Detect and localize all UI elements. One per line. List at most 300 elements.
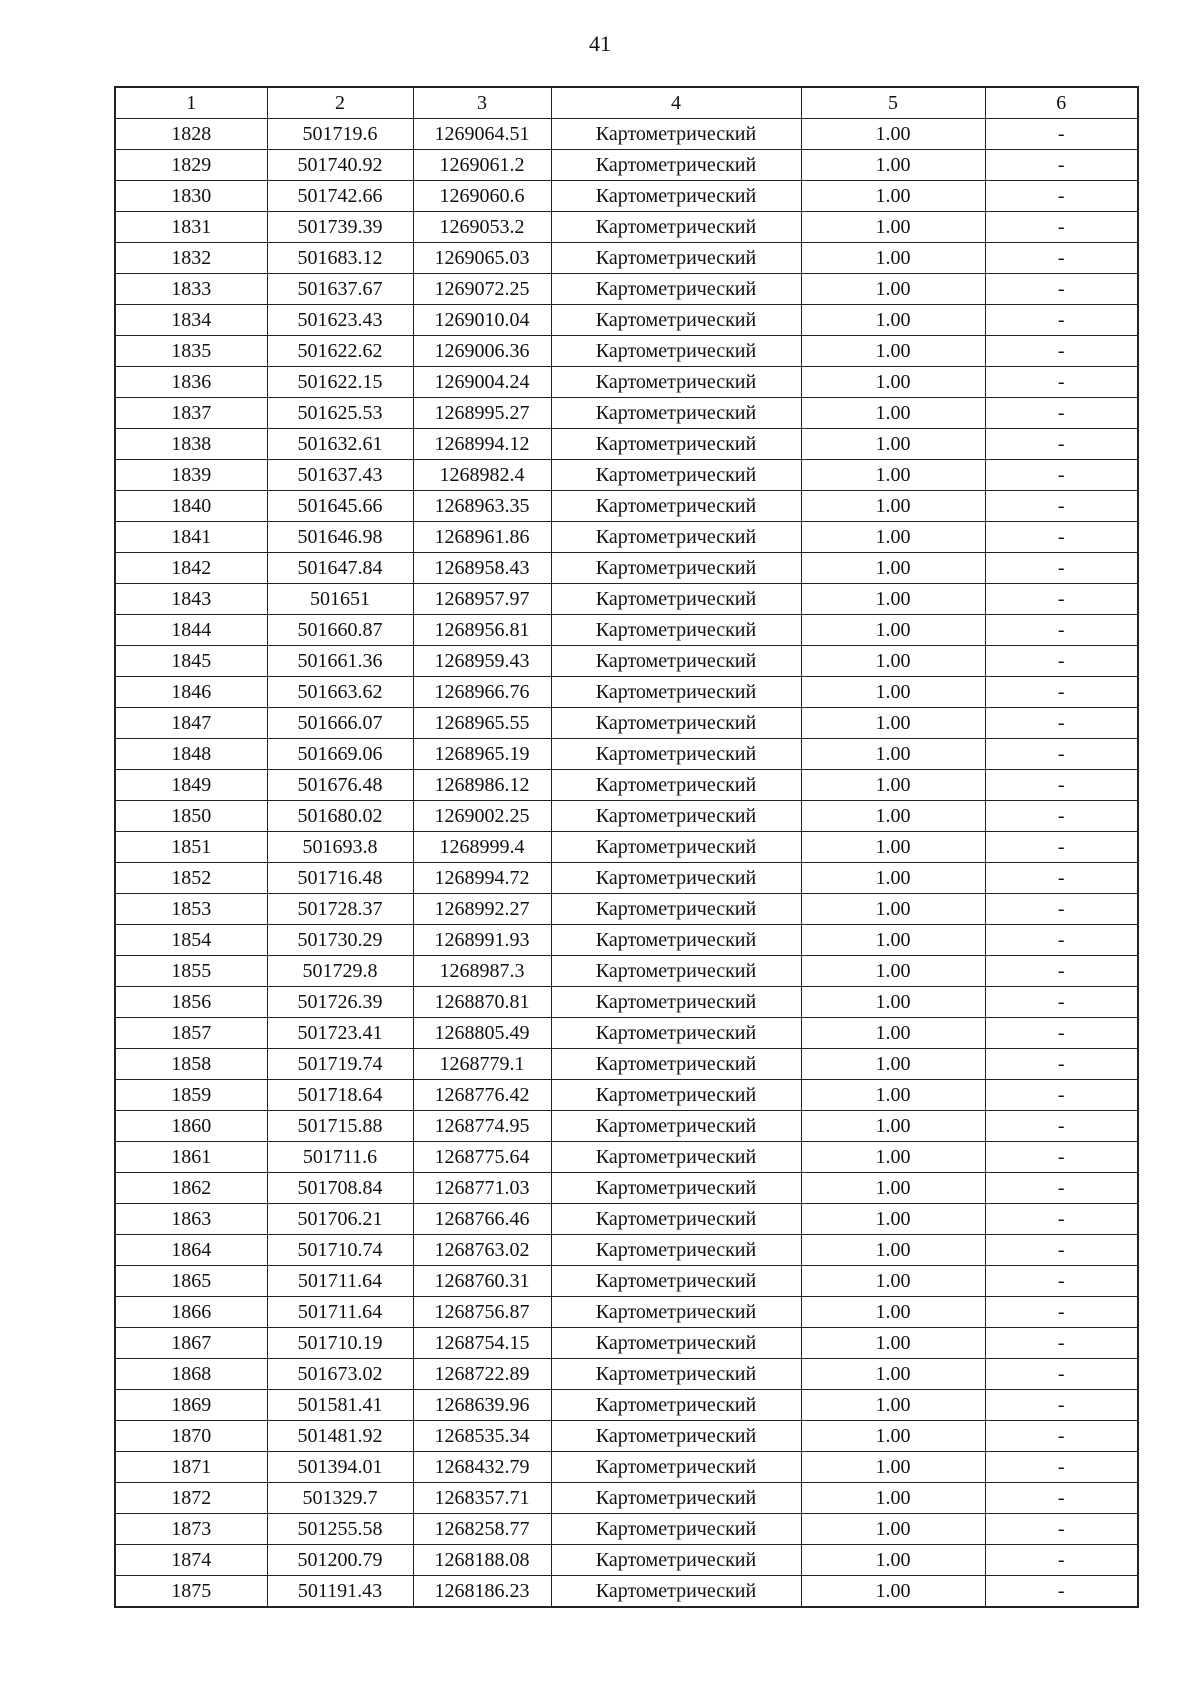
y-coordinate-cell: 1268991.93 — [413, 925, 551, 956]
x-coordinate-cell: 501706.21 — [267, 1204, 413, 1235]
x-coordinate-cell: 501661.36 — [267, 646, 413, 677]
description-cell: - — [985, 398, 1138, 429]
y-coordinate-cell: 1268774.95 — [413, 1111, 551, 1142]
accuracy-cell: 1.00 — [801, 770, 985, 801]
description-cell: - — [985, 863, 1138, 894]
table-row — [115, 491, 1138, 522]
y-coordinate-cell: 1269072.25 — [413, 274, 551, 305]
table-row — [115, 1049, 1138, 1080]
accuracy-cell: 1.00 — [801, 305, 985, 336]
table-row — [115, 1018, 1138, 1049]
table-header — [115, 87, 1138, 119]
point-number-cell: 1839 — [115, 460, 267, 491]
description-cell: - — [985, 1421, 1138, 1452]
table-row — [115, 832, 1138, 863]
accuracy-cell: 1.00 — [801, 1204, 985, 1235]
column-header-6: 6 — [985, 87, 1138, 119]
table-row — [115, 367, 1138, 398]
table-row — [115, 1359, 1138, 1390]
y-coordinate-cell: 1268186.23 — [413, 1576, 551, 1608]
description-cell: - — [985, 150, 1138, 181]
column-header-1: 1 — [115, 87, 267, 119]
point-number-cell: 1874 — [115, 1545, 267, 1576]
description-cell: - — [985, 367, 1138, 398]
table-row — [115, 1204, 1138, 1235]
y-coordinate-cell: 1268779.1 — [413, 1049, 551, 1080]
accuracy-cell: 1.00 — [801, 398, 985, 429]
method-cell: Картометрический — [551, 491, 801, 522]
x-coordinate-cell: 501728.37 — [267, 894, 413, 925]
table-row — [115, 708, 1138, 739]
y-coordinate-cell: 1268722.89 — [413, 1359, 551, 1390]
accuracy-cell: 1.00 — [801, 274, 985, 305]
accuracy-cell: 1.00 — [801, 1421, 985, 1452]
x-coordinate-cell: 501739.39 — [267, 212, 413, 243]
method-cell: Картометрический — [551, 1111, 801, 1142]
accuracy-cell: 1.00 — [801, 925, 985, 956]
y-coordinate-cell: 1268957.97 — [413, 584, 551, 615]
x-coordinate-cell: 501742.66 — [267, 181, 413, 212]
accuracy-cell: 1.00 — [801, 863, 985, 894]
y-coordinate-cell: 1268432.79 — [413, 1452, 551, 1483]
method-cell: Картометрический — [551, 863, 801, 894]
y-coordinate-cell: 1268805.49 — [413, 1018, 551, 1049]
y-coordinate-cell: 1269006.36 — [413, 336, 551, 367]
method-cell: Картометрический — [551, 1452, 801, 1483]
method-cell: Картометрический — [551, 1266, 801, 1297]
x-coordinate-cell: 501622.15 — [267, 367, 413, 398]
x-coordinate-cell: 501481.92 — [267, 1421, 413, 1452]
accuracy-cell: 1.00 — [801, 708, 985, 739]
method-cell: Картометрический — [551, 739, 801, 770]
point-number-cell: 1869 — [115, 1390, 267, 1421]
y-coordinate-cell: 1268766.46 — [413, 1204, 551, 1235]
x-coordinate-cell: 501329.7 — [267, 1483, 413, 1514]
description-cell: - — [985, 181, 1138, 212]
method-cell: Картометрический — [551, 925, 801, 956]
table-row — [115, 1266, 1138, 1297]
table-row — [115, 956, 1138, 987]
accuracy-cell: 1.00 — [801, 212, 985, 243]
table-row — [115, 1111, 1138, 1142]
description-cell: - — [985, 987, 1138, 1018]
method-cell: Картометрический — [551, 1049, 801, 1080]
y-coordinate-cell: 1269004.24 — [413, 367, 551, 398]
description-cell: - — [985, 1483, 1138, 1514]
table-row — [115, 863, 1138, 894]
x-coordinate-cell: 501719.74 — [267, 1049, 413, 1080]
point-number-cell: 1834 — [115, 305, 267, 336]
y-coordinate-cell: 1268994.72 — [413, 863, 551, 894]
description-cell: - — [985, 522, 1138, 553]
y-coordinate-cell: 1268958.43 — [413, 553, 551, 584]
method-cell: Картометрический — [551, 1359, 801, 1390]
point-number-cell: 1861 — [115, 1142, 267, 1173]
y-coordinate-cell: 1269060.6 — [413, 181, 551, 212]
method-cell: Картометрический — [551, 1173, 801, 1204]
method-cell: Картометрический — [551, 429, 801, 460]
table-row — [115, 429, 1138, 460]
method-cell: Картометрический — [551, 1018, 801, 1049]
y-coordinate-cell: 1268999.4 — [413, 832, 551, 863]
accuracy-cell: 1.00 — [801, 491, 985, 522]
method-cell: Картометрический — [551, 460, 801, 491]
point-number-cell: 1873 — [115, 1514, 267, 1545]
x-coordinate-cell: 501645.66 — [267, 491, 413, 522]
table-row — [115, 119, 1138, 150]
table-row — [115, 305, 1138, 336]
y-coordinate-cell: 1268965.55 — [413, 708, 551, 739]
x-coordinate-cell: 501715.88 — [267, 1111, 413, 1142]
x-coordinate-cell: 501622.62 — [267, 336, 413, 367]
y-coordinate-cell: 1268776.42 — [413, 1080, 551, 1111]
accuracy-cell: 1.00 — [801, 553, 985, 584]
point-number-cell: 1856 — [115, 987, 267, 1018]
accuracy-cell: 1.00 — [801, 1049, 985, 1080]
method-cell: Картометрический — [551, 584, 801, 615]
point-number-cell: 1844 — [115, 615, 267, 646]
method-cell: Картометрический — [551, 398, 801, 429]
x-coordinate-cell: 501673.02 — [267, 1359, 413, 1390]
y-coordinate-cell: 1268982.4 — [413, 460, 551, 491]
y-coordinate-cell: 1268357.71 — [413, 1483, 551, 1514]
accuracy-cell: 1.00 — [801, 1266, 985, 1297]
accuracy-cell: 1.00 — [801, 1545, 985, 1576]
point-number-cell: 1848 — [115, 739, 267, 770]
accuracy-cell: 1.00 — [801, 677, 985, 708]
y-coordinate-cell: 1268956.81 — [413, 615, 551, 646]
point-number-cell: 1854 — [115, 925, 267, 956]
method-cell: Картометрический — [551, 553, 801, 584]
method-cell: Картометрический — [551, 1483, 801, 1514]
description-cell: - — [985, 1576, 1138, 1608]
accuracy-cell: 1.00 — [801, 1328, 985, 1359]
table-row — [115, 553, 1138, 584]
method-cell: Картометрический — [551, 336, 801, 367]
method-cell: Картометрический — [551, 274, 801, 305]
x-coordinate-cell: 501693.8 — [267, 832, 413, 863]
description-cell: - — [985, 1204, 1138, 1235]
accuracy-cell: 1.00 — [801, 1142, 985, 1173]
point-number-cell: 1863 — [115, 1204, 267, 1235]
x-coordinate-cell: 501710.19 — [267, 1328, 413, 1359]
point-number-cell: 1859 — [115, 1080, 267, 1111]
description-cell: - — [985, 1297, 1138, 1328]
y-coordinate-cell: 1268639.96 — [413, 1390, 551, 1421]
description-cell: - — [985, 1235, 1138, 1266]
table-row — [115, 894, 1138, 925]
table-row — [115, 1080, 1138, 1111]
table-row — [115, 1483, 1138, 1514]
description-cell: - — [985, 1359, 1138, 1390]
accuracy-cell: 1.00 — [801, 615, 985, 646]
table-row — [115, 1142, 1138, 1173]
accuracy-cell: 1.00 — [801, 1576, 985, 1608]
x-coordinate-cell: 501730.29 — [267, 925, 413, 956]
method-cell: Картометрический — [551, 708, 801, 739]
point-number-cell: 1867 — [115, 1328, 267, 1359]
table-row — [115, 646, 1138, 677]
table-row — [115, 987, 1138, 1018]
y-coordinate-cell: 1268763.02 — [413, 1235, 551, 1266]
x-coordinate-cell: 501711.64 — [267, 1297, 413, 1328]
table-row — [115, 1576, 1138, 1608]
accuracy-cell: 1.00 — [801, 1111, 985, 1142]
description-cell: - — [985, 677, 1138, 708]
y-coordinate-cell: 1268775.64 — [413, 1142, 551, 1173]
method-cell: Картометрический — [551, 987, 801, 1018]
method-cell: Картометрический — [551, 150, 801, 181]
description-cell: - — [985, 1080, 1138, 1111]
point-number-cell: 1847 — [115, 708, 267, 739]
method-cell: Картометрический — [551, 1328, 801, 1359]
y-coordinate-cell: 1268756.87 — [413, 1297, 551, 1328]
y-coordinate-cell: 1268966.76 — [413, 677, 551, 708]
point-number-cell: 1858 — [115, 1049, 267, 1080]
table-row — [115, 243, 1138, 274]
x-coordinate-cell: 501710.74 — [267, 1235, 413, 1266]
method-cell: Картометрический — [551, 956, 801, 987]
point-number-cell: 1860 — [115, 1111, 267, 1142]
description-cell: - — [985, 119, 1138, 150]
x-coordinate-cell: 501651 — [267, 584, 413, 615]
method-cell: Картометрический — [551, 212, 801, 243]
description-cell: - — [985, 1390, 1138, 1421]
accuracy-cell: 1.00 — [801, 1018, 985, 1049]
method-cell: Картометрический — [551, 367, 801, 398]
column-header-5: 5 — [801, 87, 985, 119]
x-coordinate-cell: 501716.48 — [267, 863, 413, 894]
method-cell: Картометрический — [551, 1514, 801, 1545]
table-row — [115, 1514, 1138, 1545]
accuracy-cell: 1.00 — [801, 1297, 985, 1328]
table-row — [115, 150, 1138, 181]
y-coordinate-cell: 1268188.08 — [413, 1545, 551, 1576]
description-cell: - — [985, 429, 1138, 460]
x-coordinate-cell: 501669.06 — [267, 739, 413, 770]
description-cell: - — [985, 491, 1138, 522]
description-cell: - — [985, 1173, 1138, 1204]
description-cell: - — [985, 1111, 1138, 1142]
description-cell: - — [985, 305, 1138, 336]
method-cell: Картометрический — [551, 305, 801, 336]
y-coordinate-cell: 1268535.34 — [413, 1421, 551, 1452]
point-number-cell: 1872 — [115, 1483, 267, 1514]
method-cell: Картометрический — [551, 181, 801, 212]
x-coordinate-cell: 501726.39 — [267, 987, 413, 1018]
table-row — [115, 677, 1138, 708]
description-cell: - — [985, 1018, 1138, 1049]
accuracy-cell: 1.00 — [801, 1452, 985, 1483]
header-row — [115, 87, 1138, 119]
table-row — [115, 1297, 1138, 1328]
point-number-cell: 1855 — [115, 956, 267, 987]
description-cell: - — [985, 894, 1138, 925]
x-coordinate-cell: 501676.48 — [267, 770, 413, 801]
x-coordinate-cell: 501637.67 — [267, 274, 413, 305]
point-number-cell: 1871 — [115, 1452, 267, 1483]
point-number-cell: 1833 — [115, 274, 267, 305]
table-row — [115, 398, 1138, 429]
table-row — [115, 1390, 1138, 1421]
y-coordinate-cell: 1268961.86 — [413, 522, 551, 553]
x-coordinate-cell: 501663.62 — [267, 677, 413, 708]
table-row — [115, 212, 1138, 243]
x-coordinate-cell: 501718.64 — [267, 1080, 413, 1111]
x-coordinate-cell: 501647.84 — [267, 553, 413, 584]
point-number-cell: 1836 — [115, 367, 267, 398]
description-cell: - — [985, 274, 1138, 305]
point-number-cell: 1852 — [115, 863, 267, 894]
method-cell: Картометрический — [551, 615, 801, 646]
method-cell: Картометрический — [551, 1297, 801, 1328]
table-row — [115, 522, 1138, 553]
description-cell: - — [985, 1328, 1138, 1359]
point-number-cell: 1846 — [115, 677, 267, 708]
point-number-cell: 1842 — [115, 553, 267, 584]
accuracy-cell: 1.00 — [801, 646, 985, 677]
y-coordinate-cell: 1268965.19 — [413, 739, 551, 770]
description-cell: - — [985, 739, 1138, 770]
y-coordinate-cell: 1268870.81 — [413, 987, 551, 1018]
point-number-cell: 1837 — [115, 398, 267, 429]
x-coordinate-cell: 501666.07 — [267, 708, 413, 739]
table-row — [115, 274, 1138, 305]
description-cell: - — [985, 708, 1138, 739]
table-row — [115, 584, 1138, 615]
accuracy-cell: 1.00 — [801, 739, 985, 770]
table-row — [115, 1235, 1138, 1266]
x-coordinate-cell: 501255.58 — [267, 1514, 413, 1545]
method-cell: Картометрический — [551, 1204, 801, 1235]
table-row — [115, 460, 1138, 491]
table-row — [115, 770, 1138, 801]
accuracy-cell: 1.00 — [801, 987, 985, 1018]
point-number-cell: 1840 — [115, 491, 267, 522]
table-row — [115, 1421, 1138, 1452]
table-row — [115, 181, 1138, 212]
accuracy-cell: 1.00 — [801, 584, 985, 615]
point-number-cell: 1851 — [115, 832, 267, 863]
x-coordinate-cell: 501191.43 — [267, 1576, 413, 1608]
method-cell: Картометрический — [551, 832, 801, 863]
table-row — [115, 1173, 1138, 1204]
point-number-cell: 1866 — [115, 1297, 267, 1328]
x-coordinate-cell: 501646.98 — [267, 522, 413, 553]
point-number-cell: 1843 — [115, 584, 267, 615]
point-number-cell: 1853 — [115, 894, 267, 925]
x-coordinate-cell: 501723.41 — [267, 1018, 413, 1049]
table-row — [115, 615, 1138, 646]
method-cell: Картометрический — [551, 119, 801, 150]
description-cell: - — [985, 1452, 1138, 1483]
column-header-4: 4 — [551, 87, 801, 119]
y-coordinate-cell: 1269065.03 — [413, 243, 551, 274]
column-header-3: 3 — [413, 87, 551, 119]
method-cell: Картометрический — [551, 646, 801, 677]
x-coordinate-cell: 501632.61 — [267, 429, 413, 460]
y-coordinate-cell: 1268995.27 — [413, 398, 551, 429]
description-cell: - — [985, 956, 1138, 987]
point-number-cell: 1841 — [115, 522, 267, 553]
accuracy-cell: 1.00 — [801, 832, 985, 863]
point-number-cell: 1868 — [115, 1359, 267, 1390]
accuracy-cell: 1.00 — [801, 1483, 985, 1514]
y-coordinate-cell: 1269061.2 — [413, 150, 551, 181]
method-cell: Картометрический — [551, 1235, 801, 1266]
x-coordinate-cell: 501625.53 — [267, 398, 413, 429]
description-cell: - — [985, 553, 1138, 584]
point-number-cell: 1835 — [115, 336, 267, 367]
accuracy-cell: 1.00 — [801, 429, 985, 460]
accuracy-cell: 1.00 — [801, 801, 985, 832]
y-coordinate-cell: 1269002.25 — [413, 801, 551, 832]
accuracy-cell: 1.00 — [801, 956, 985, 987]
point-number-cell: 1862 — [115, 1173, 267, 1204]
x-coordinate-cell: 501680.02 — [267, 801, 413, 832]
point-number-cell: 1832 — [115, 243, 267, 274]
description-cell: - — [985, 1049, 1138, 1080]
table-row — [115, 1452, 1138, 1483]
point-number-cell: 1831 — [115, 212, 267, 243]
accuracy-cell: 1.00 — [801, 894, 985, 925]
y-coordinate-cell: 1268771.03 — [413, 1173, 551, 1204]
accuracy-cell: 1.00 — [801, 1235, 985, 1266]
method-cell: Картометрический — [551, 770, 801, 801]
accuracy-cell: 1.00 — [801, 1080, 985, 1111]
accuracy-cell: 1.00 — [801, 460, 985, 491]
point-number-cell: 1865 — [115, 1266, 267, 1297]
description-cell: - — [985, 1142, 1138, 1173]
accuracy-cell: 1.00 — [801, 1390, 985, 1421]
method-cell: Картометрический — [551, 1390, 801, 1421]
x-coordinate-cell: 501683.12 — [267, 243, 413, 274]
description-cell: - — [985, 1514, 1138, 1545]
x-coordinate-cell: 501637.43 — [267, 460, 413, 491]
description-cell: - — [985, 1545, 1138, 1576]
point-number-cell: 1875 — [115, 1576, 267, 1608]
coordinates-table — [114, 86, 1139, 1608]
accuracy-cell: 1.00 — [801, 522, 985, 553]
point-number-cell: 1849 — [115, 770, 267, 801]
accuracy-cell: 1.00 — [801, 1359, 985, 1390]
y-coordinate-cell: 1269010.04 — [413, 305, 551, 336]
x-coordinate-cell: 501394.01 — [267, 1452, 413, 1483]
description-cell: - — [985, 243, 1138, 274]
method-cell: Картометрический — [551, 894, 801, 925]
x-coordinate-cell: 501719.6 — [267, 119, 413, 150]
point-number-cell: 1864 — [115, 1235, 267, 1266]
description-cell: - — [985, 832, 1138, 863]
y-coordinate-cell: 1268959.43 — [413, 646, 551, 677]
point-number-cell: 1829 — [115, 150, 267, 181]
description-cell: - — [985, 336, 1138, 367]
y-coordinate-cell: 1268258.77 — [413, 1514, 551, 1545]
point-number-cell: 1870 — [115, 1421, 267, 1452]
accuracy-cell: 1.00 — [801, 367, 985, 398]
method-cell: Картометрический — [551, 677, 801, 708]
accuracy-cell: 1.00 — [801, 243, 985, 274]
point-number-cell: 1850 — [115, 801, 267, 832]
column-header-2: 2 — [267, 87, 413, 119]
x-coordinate-cell: 501581.41 — [267, 1390, 413, 1421]
point-number-cell: 1828 — [115, 119, 267, 150]
x-coordinate-cell: 501711.6 — [267, 1142, 413, 1173]
x-coordinate-cell: 501660.87 — [267, 615, 413, 646]
accuracy-cell: 1.00 — [801, 150, 985, 181]
description-cell: - — [985, 212, 1138, 243]
accuracy-cell: 1.00 — [801, 119, 985, 150]
